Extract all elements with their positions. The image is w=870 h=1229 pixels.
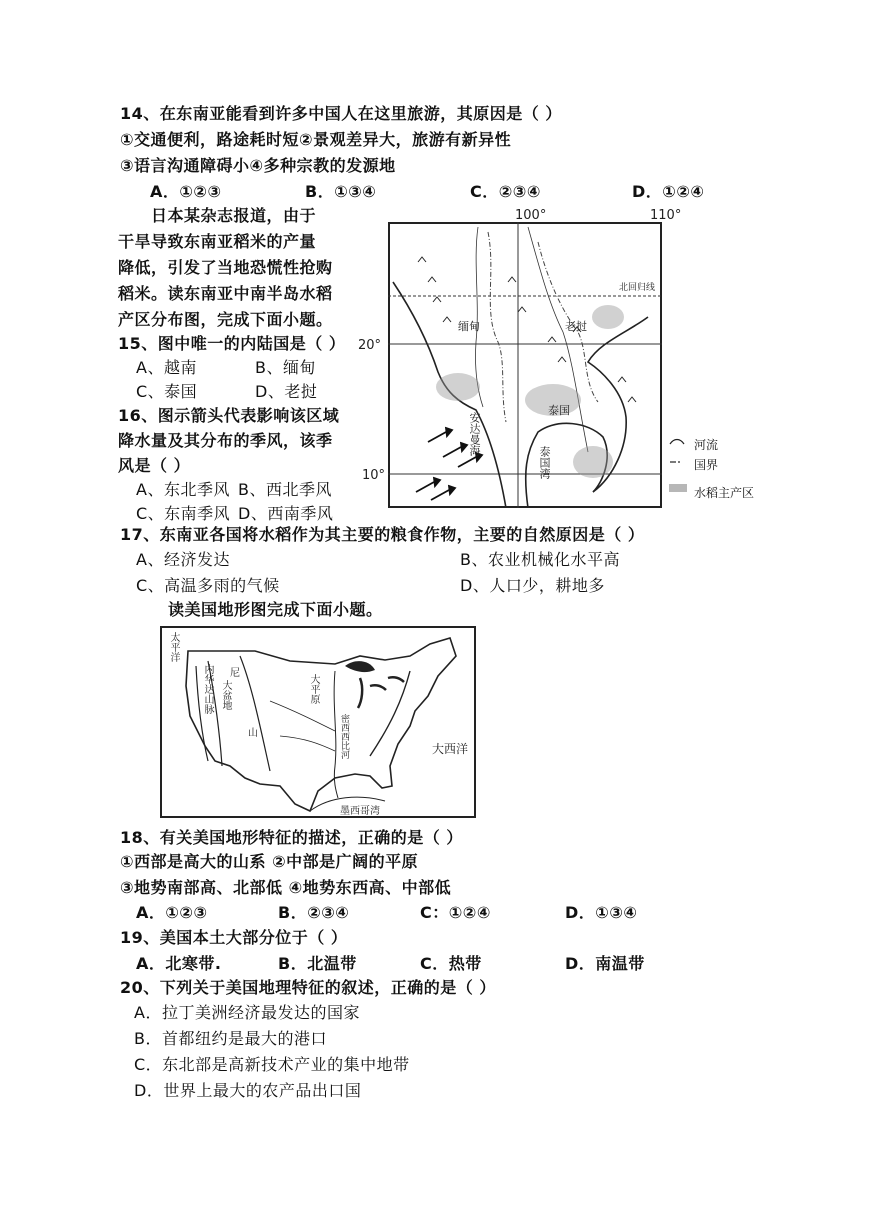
intro1-line4: 稻米。读东南亚中南半岛水稻 [118,284,333,303]
map2-great-plains: 大平原 [308,674,319,704]
q15-option-d: D、老挝 [255,382,318,401]
q15-option-c: C、泰国 [136,382,198,401]
q20-option-a: A．拉丁美洲经济最发达的国家 [134,1003,360,1022]
q20-stem: 20、下列关于美国地理特征的叙述，正确的是（ ） [120,978,496,997]
q18-option-b: B．②③④ [278,903,350,922]
q17-option-c: C、高温多雨的气候 [136,576,280,595]
q14-option-b: B．①③④ [305,182,377,201]
q14-option-d: D．①②④ [632,182,705,201]
map2-atlantic-ocean: 大西洋 [432,742,469,756]
q17-option-b: B、农业机械化水平高 [460,550,620,569]
q20-option-c: C．东北部是高新技术产业的集中地带 [134,1055,410,1074]
q17-stem: 17、东南亚各国将水稻作为其主要的粮食作物，主要的自然原因是（ ） [120,525,645,544]
intro1-line1: 日本某杂志报道，由于 [118,206,317,225]
map2-graphic [160,626,476,818]
q19-option-a: A．北寒带. [136,954,222,973]
q16-line1: 16、图示箭头代表影响该区域 [118,406,340,425]
q19-option-d: D．南温带 [565,954,645,973]
q18-option-d: D．①③④ [565,903,638,922]
q16-option-a: A、东北季风 [136,480,230,499]
map1-place-gulf-of-thailand: 泰国湾 [538,446,551,479]
q16-line2: 降水量及其分布的季风，该季 [118,431,333,450]
q19-option-b: B．北温带 [278,954,357,973]
q16-option-c: C、东南季风 [136,504,231,523]
q14-option-c: C．②③④ [470,182,541,201]
q15-option-b: B、缅甸 [255,358,316,377]
map1-tropic-label: 北回归线 [619,283,656,293]
q16-option-b: B、西北季风 [238,480,332,499]
map2-mississippi: 密西西比河 [339,714,349,759]
map1-place-thailand: 泰国 [548,404,570,417]
q17-option-a: A、经济发达 [136,550,230,569]
q15-option-a: A、越南 [136,358,197,377]
q15-stem: 15、图中唯一的内陆国是（ ） [118,334,346,353]
map1-legend-border: 国界 [694,458,719,472]
map2-sierra-nevada: 内华达山脉 [202,664,213,714]
q19-option-c: C．热带 [420,954,482,973]
map1-lon-110: 110° [650,208,682,223]
intro1-line2: 干旱导致东南亚稻米的产量 [118,232,317,251]
q16-line3: 风是（ ） [118,456,191,475]
map1-legend-rice: 水稻主产区 [694,486,755,500]
q14-line2: ③语言沟通障碍小④多种宗教的发源地 [120,156,396,175]
map1-lon-100: 100° [515,208,547,223]
intro1-line3: 降低，引发了当地恐慌性抢购 [118,258,333,277]
map2-label-shan: 山 [248,728,258,739]
q16-option-d: D、西南季风 [238,504,334,523]
intro1-line5: 产区分布图，完成下面小题。 [118,310,333,329]
q18-option-a: A．①②③ [136,903,208,922]
map1-legend-symbols [668,434,690,496]
map1-legend-river: 河流 [694,438,719,452]
q14-option-a: A．①②③ [150,182,222,201]
q14-line1: ①交通便利，路途耗时短②景观差异大，旅游有新异性 [120,130,512,149]
q18-stem: 18、有关美国地形特征的描述，正确的是（ ） [120,828,463,847]
map1-graphic [388,222,662,508]
map1-place-andaman-sea: 安达曼海 [468,412,481,456]
map2-label-ni: 尼 [230,668,240,679]
q18-line1: ①西部是高大的山系 ②中部是广阔的平原 [120,852,419,871]
map1-lat-20: 20° [358,338,382,353]
map1-lat-10: 10° [362,468,386,483]
q18-option-c: C：①②④ [420,903,491,922]
q19-stem: 19、美国本土大部分位于（ ） [120,928,348,947]
q17-option-d: D、人口少，耕地多 [460,576,605,595]
q18-line2: ③地势南部高、北部低 ④地势东西高、中部低 [120,878,452,897]
q20-option-b: B．首都纽约是最大的港口 [134,1029,327,1048]
q14-stem: 14、在东南亚能看到许多中国人在这里旅游，其原因是（ ） [120,104,562,123]
map2-gulf-of-mexico: 墨西哥湾 [340,806,380,817]
map1-place-laos: 老挝 [565,320,587,333]
map2-pacific-ocean: 太平洋 [168,632,179,662]
q20-option-d: D．世界上最大的农产品出口国 [134,1081,362,1100]
intro2-text: 读美国地形图完成下面小题。 [168,600,383,619]
map2-great-basin: 大盆地 [220,680,231,710]
map1-place-myanmar: 缅甸 [458,320,480,333]
